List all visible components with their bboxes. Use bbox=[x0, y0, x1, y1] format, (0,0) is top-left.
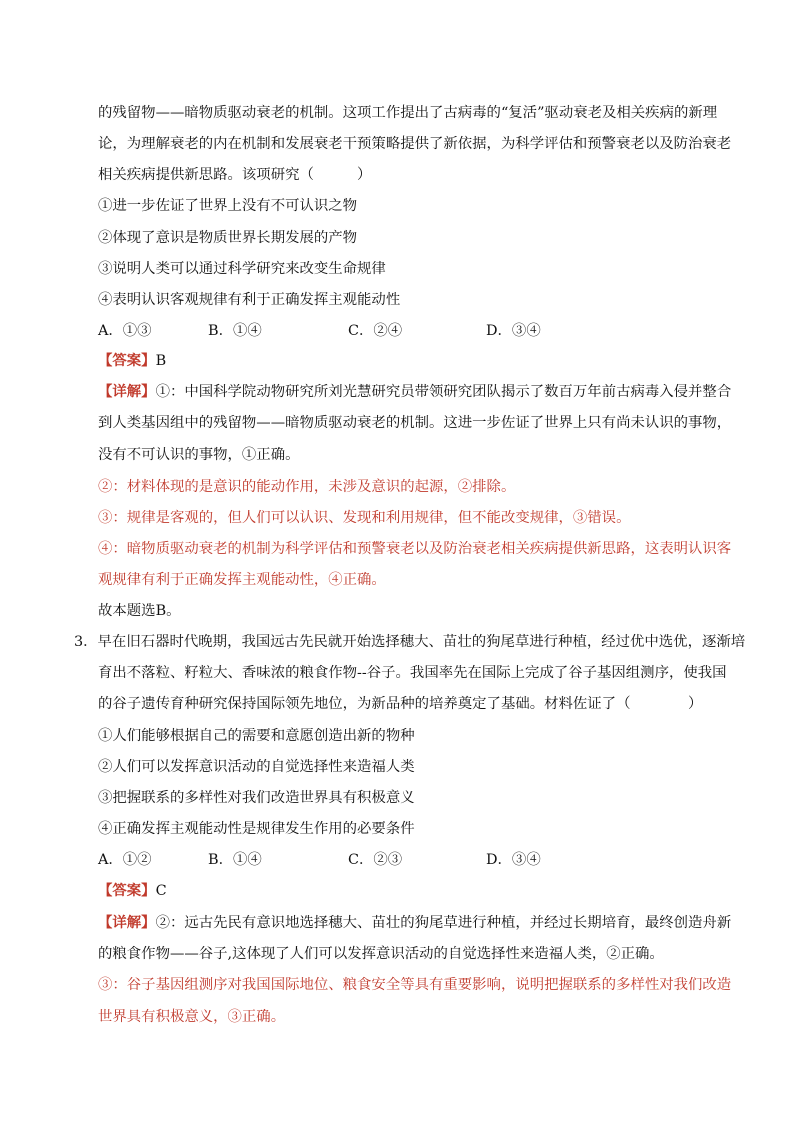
q2-option-a: A．①③ bbox=[98, 323, 152, 339]
q2-conclusion: 故本题选B。 bbox=[98, 603, 181, 619]
q3-detail-red-2: 世界具有积极意义，③正确。 bbox=[98, 1009, 286, 1025]
q3-stem-line-1: 3．早在旧石器时代晚期，我国远古先民就开始选择穗大、苗壮的狗尾草进行种植，经过优中选优，逐渐培 bbox=[74, 634, 746, 650]
q2-answer-tag: 【答案】 bbox=[98, 352, 156, 369]
q3-detail-tag: 【详解】 bbox=[98, 914, 156, 931]
q2-detail-red-3: ④：暗物质驱动衰老的机制为科学评估和预警衰老以及防治衰老相关疾病提供新思路，这表明认识客 bbox=[98, 541, 732, 557]
q2-detail-line-3: 没有不可认识的事物，①正确。 bbox=[98, 447, 300, 463]
q2-stem-line-3: 相关疾病提供新思路。该项研究（ ） bbox=[98, 167, 372, 183]
q2-detail-text-1: ①：中国科学院动物研究所刘光慧研究员带领研究团队揭示了数百万年前古病毒入侵并整合 bbox=[155, 384, 732, 400]
q2-option-d: D．③④ bbox=[486, 323, 541, 339]
q3-option-d: D．③④ bbox=[486, 852, 541, 868]
q3-detail-line-2: 的粮食作物——谷子,这体现了人们可以发挥意识活动的自觉选择性来造福人类，②正确。 bbox=[98, 946, 664, 962]
q3-answer-tag: 【答案】 bbox=[98, 882, 156, 899]
q3-detail-line-1 bbox=[98, 913, 731, 933]
q2-detail-line-1 bbox=[98, 382, 731, 402]
q2-detail-line-2: 到人类基因组中的残留物——暗物质驱动衰老的机制。这进一步佐证了世界上只有尚未认识的事物， bbox=[98, 415, 732, 431]
q2-stem-line-2: 论，为理解衰老的内在机制和发展衰老干预策略提供了新依据，为科学评估和预警衰老以及防治衰老 bbox=[98, 136, 732, 152]
q3-detail-red-1: ③：谷子基因组测序对我国国际地位、粮食安全等具有重要影响，说明把握联系的多样性对我们改造 bbox=[98, 977, 732, 993]
q3-option-a: A．①② bbox=[98, 852, 152, 868]
q3-statement-1: ①人们能够根据自己的需要和意愿创造出新的物种 bbox=[98, 728, 415, 744]
q3-stem-line-2: 育出不落粒、籽粒大、香味浓的粮食作物--谷子。我国率先在国际上完成了谷子基因组测序，使我国 bbox=[98, 665, 727, 681]
q2-answer bbox=[98, 351, 166, 371]
q2-statement-1: ①进一步佐证了世界上没有不可认识之物 bbox=[98, 198, 358, 214]
q3-option-b: B．①④ bbox=[208, 852, 262, 868]
q2-answer-value: B bbox=[155, 353, 167, 369]
q3-option-c: C．②③ bbox=[348, 852, 403, 868]
q2-option-c: C．②④ bbox=[348, 323, 403, 339]
q2-statement-2: ②体现了意识是物质世界长期发展的产物 bbox=[98, 230, 358, 246]
q2-detail-tag: 【详解】 bbox=[98, 383, 156, 400]
q3-answer bbox=[98, 881, 167, 901]
q2-option-b: B．①④ bbox=[208, 323, 262, 339]
q3-statement-4: ④正确发挥主观能动性是规律发生作用的必要条件 bbox=[98, 821, 415, 837]
q3-statement-3: ③把握联系的多样性对我们改造世界具有积极意义 bbox=[98, 790, 415, 806]
q2-detail-red-2: ③：规律是客观的，但人们可以认识、发现和利用规律，但不能改变规律，③错误。 bbox=[98, 510, 631, 526]
q2-statement-3: ③说明人类可以通过科学研究来改变生命规律 bbox=[98, 261, 386, 277]
q2-statement-4: ④表明认识客观规律有利于正确发挥主观能动性 bbox=[98, 292, 401, 308]
q2-stem-line-1: 的残留物——暗物质驱动衰老的机制。这项工作提出了古病毒的“复活”驱动衰老及相关疾病的新理 bbox=[98, 105, 718, 121]
q3-statement-2: ②人们可以发挥意识活动的自觉选择性来造福人类 bbox=[98, 759, 415, 775]
q3-answer-value: C bbox=[155, 883, 167, 899]
q2-detail-red-1: ②：材料体现的是意识的能动作用，未涉及意识的起源，②排除。 bbox=[98, 479, 516, 495]
q3-detail-text-1: ②：远古先民有意识地选择穗大、苗壮的狗尾草进行种植，并经过长期培育，最终创造舟新 bbox=[155, 915, 732, 931]
q2-detail-red-4: 观规律有利于正确发挥主观能动性，④正确。 bbox=[98, 572, 386, 588]
q3-stem-line-3: 的谷子遗传育种研究保持国际领先地位，为新品种的培养奠定了基础。材料佐证了（ ） bbox=[98, 696, 703, 712]
